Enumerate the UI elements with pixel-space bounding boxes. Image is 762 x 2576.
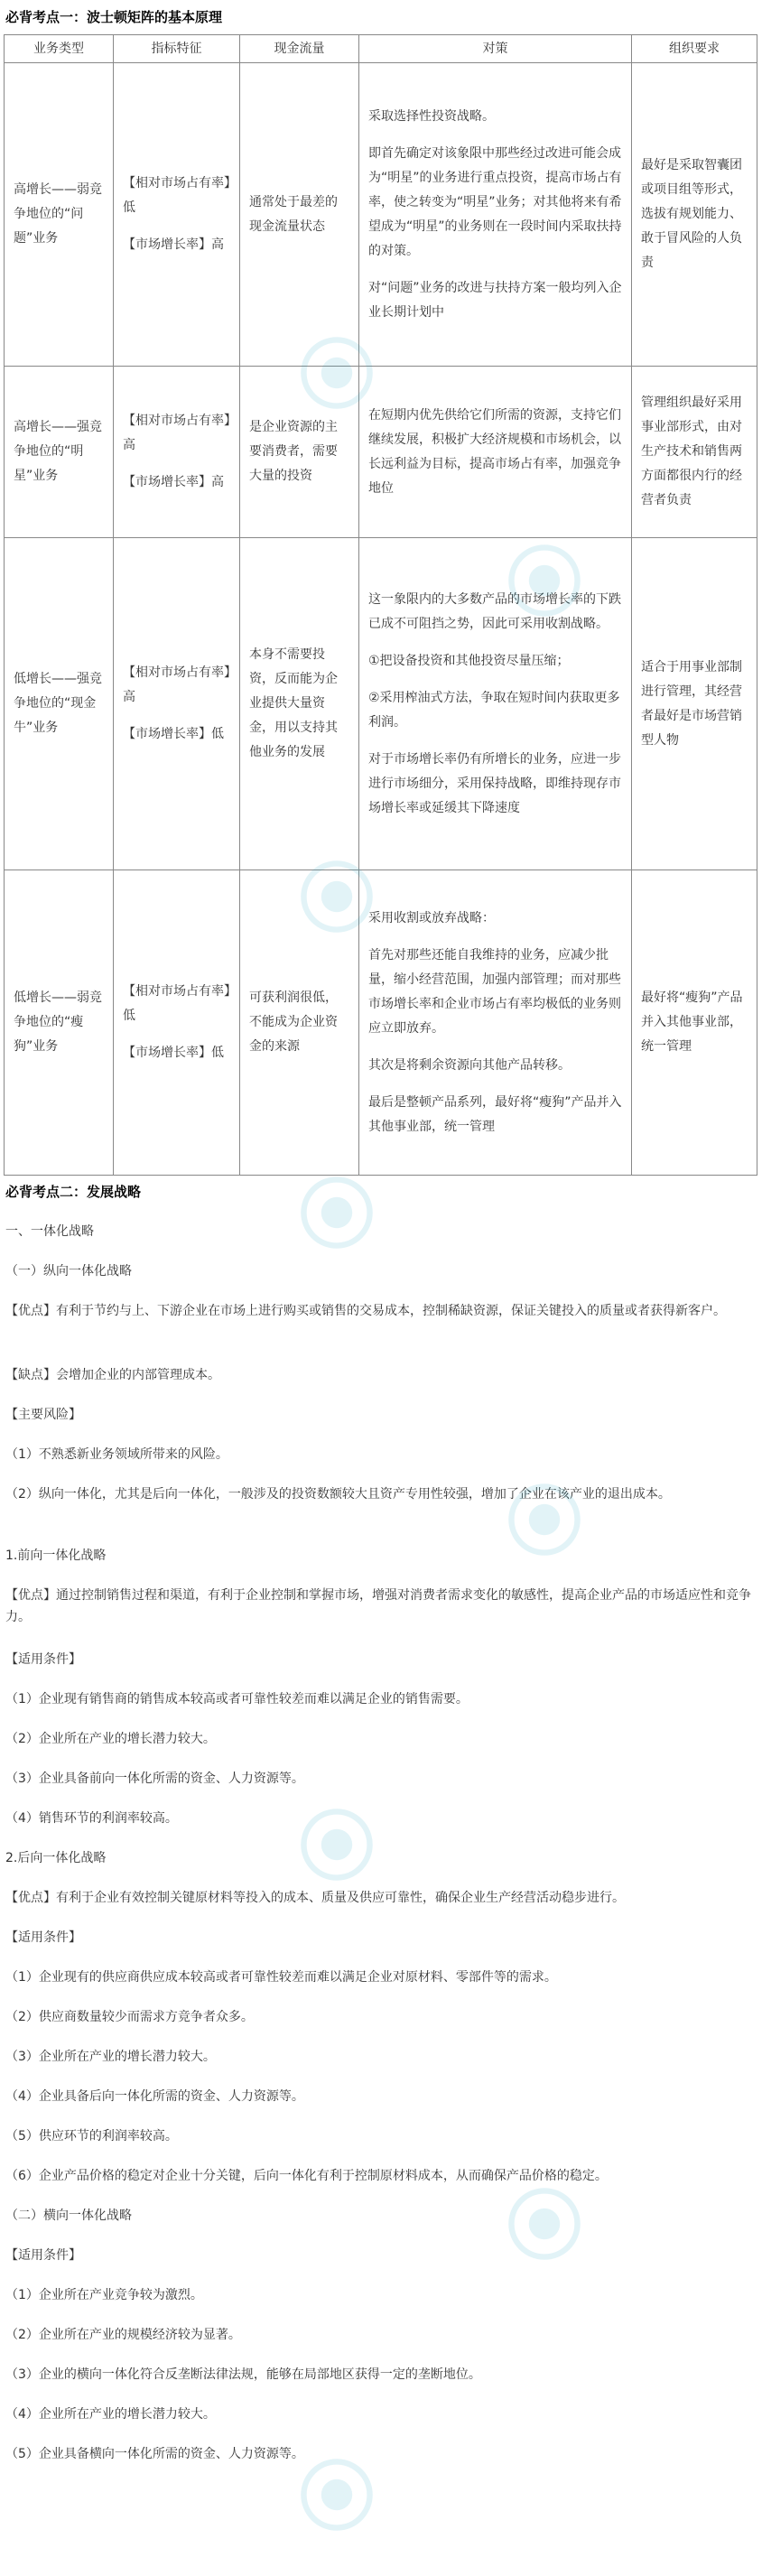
strategy-paragraph: 采取选择性投资战略。 [368,108,495,124]
header-org-requirements: 组织要求 [632,35,757,63]
list-item: （4）企业所在产业的增长潜力较大。 [5,2407,216,2422]
strategy-paragraph: 首先对那些还能自我维持的业务，应减少批量，缩小经营范围，加强内部管理；而对那些市场增长率和企业市场占有率均极低的业务则应立即放弃。 [368,947,621,1036]
indicator-share: 【相对市场占有率】低 [123,176,230,215]
label-heading: 【适用条件】 [5,1652,81,1667]
strategy-paragraph: 对于市场增长率仍有所增长的业务，应进一步进行市场细分，采用保持战略，即维持现存市场增长率或延缓其下降速度 [368,751,621,815]
cell-cash-flow: 本身不需要投资，反而能为企业提供大量资金，用以支持其他业务的发展 [240,538,359,870]
strategy-paragraph: 最后是整顿产品系列，最好将“瘦狗”产品并入其他事业部，统一管理 [368,1094,622,1134]
list-item: （1）企业现有的供应商供应成本较高或者可靠性较差而难以满足企业对原材料、零部件等的需求。 [5,1970,557,1985]
paragraph: 【优点】有利于企业有效控制关键原材料等投入的成本、质量及供应可靠性，确保企业生产经营活动稳步进行。 [5,1891,625,1905]
list-item: （2）企业所在产业的增长潜力较大。 [5,1732,216,1746]
list-item: （4）销售环节的利润率较高。 [5,1811,178,1826]
strategy-paragraph: 其次是将剩余资源向其他产品转移。 [368,1057,571,1073]
table-row-dog [5,870,757,1176]
section-title-development-strategy: 必背考点二：发展战略 [5,1184,142,1200]
section-title-boston-matrix: 必背考点一：波士顿矩阵的基本原理 [5,9,223,25]
paragraph: 【缺点】会增加企业的内部管理成本。 [5,1368,220,1382]
table-row-question-mark [5,63,757,367]
cell-indicators [114,367,240,538]
cell-indicators [114,538,240,870]
list-item: （1）企业现有销售商的销售成本较高或者可靠性较差而难以满足企业的销售需要。 [5,1692,469,1706]
sub-heading: 1.前向一体化战略 [5,1548,107,1563]
header-cash-flow: 现金流量 [240,35,359,63]
list-item: （5）供应环节的利润率较高。 [5,2129,178,2144]
strategy-paragraph: ②采用榨油式方法，争取在短时间内获取更多利润。 [368,690,620,730]
cell-strategy [359,870,632,1176]
strategy-paragraph: 对“问题”业务的改进与扶持方案一般均列入企业长期计划中 [368,280,622,320]
cell-indicators [114,870,240,1176]
paragraph: 【优点】有利于节约与上、下游企业在市场上进行购买或销售的交易成本，控制稀缺资源，保证关键投入的质量或者获得新客户。 [5,1304,726,1318]
cell-strategy [359,538,632,870]
indicator-growth: 【市场增长率】高 [123,475,224,489]
outline-heading: 一、一体化战略 [5,1224,94,1239]
indicator-share: 【相对市场占有率】高 [123,414,230,452]
indicator-share: 【相对市场占有率】高 [123,665,230,704]
strategy-paragraph: 在短期内优先供给它们所需的资源，支持它们继续发展，积极扩大经济规模和市场机会，以长远利益为目标，提高市场占有率，加强竞争地位 [368,407,621,496]
cell-org-requirements: 适合于用事业部制进行管理，其经营者最好是市场营销型人物 [632,538,757,870]
sub-heading: （二）横向一体化战略 [5,2209,132,2223]
indicator-share: 【相对市场占有率】低 [123,984,230,1023]
cell-cash-flow: 是企业资源的主要消费者，需要大量的投资 [240,367,359,538]
list-item: （3）企业具备前向一体化所需的资金、人力资源等。 [5,1772,304,1786]
cell-business-type: 高增长——弱竞争地位的“问题”业务 [5,63,114,367]
cell-business-type: 低增长——弱竞争地位的“瘦狗”业务 [5,870,114,1176]
cell-org-requirements: 管理组织最好采用事业部形式，由对生产技术和销售两方面都很内行的经营者负责 [632,367,757,538]
cell-business-type: 高增长——强竞争地位的“明星”业务 [5,367,114,538]
header-indicators: 指标特征 [114,35,240,63]
indicator-growth: 【市场增长率】低 [123,727,224,741]
list-item: （1）企业所在产业竞争较为激烈。 [5,2288,203,2302]
boston-matrix-table [4,34,757,1176]
sub-heading: 2.后向一体化战略 [5,1851,107,1865]
list-item: （2）供应商数量较少而需求方竞争者众多。 [5,2010,254,2024]
paragraph: 【优点】通过控制销售过程和渠道，有利于企业控制和掌握市场，增强对消费者需求变化的敏感性，提高企业产品的市场适应性和竞争力。 [5,1588,751,1624]
label-heading: 【适用条件】 [5,1930,81,1945]
table-row-cash-cow [5,538,757,870]
list-item: （5）企业具备横向一体化所需的资金、人力资源等。 [5,2447,304,2461]
cell-business-type: 低增长——强竞争地位的“现金牛”业务 [5,538,114,870]
list-item: （2）企业所在产业的规模经济较为显著。 [5,2328,241,2342]
cell-strategy [359,63,632,367]
list-item: （1）不熟悉新业务领域所带来的风险。 [5,1447,228,1462]
strategy-paragraph: 这一象限内的大多数产品的市场增长率的下跌已成不可阻挡之势，因此可采用收割战略。 [368,591,621,631]
header-business-type: 业务类型 [5,35,114,63]
indicator-growth: 【市场增长率】高 [123,237,224,252]
header-strategy: 对策 [359,35,632,63]
cell-cash-flow: 可获利润很低，不能成为企业资金的来源 [240,870,359,1176]
list-item: （4）企业具备后向一体化所需的资金、人力资源等。 [5,2089,304,2104]
cell-indicators [114,63,240,367]
strategy-paragraph: 采用收割或放弃战略： [368,910,495,925]
indicator-growth: 【市场增长率】低 [123,1046,224,1060]
cell-strategy [359,367,632,538]
label-heading: 【主要风险】 [5,1408,81,1422]
cell-org-requirements: 最好将“瘦狗”产品并入其他事业部，统一管理 [632,870,757,1176]
list-item: （6）企业产品价格的稳定对企业十分关键，后向一体化有利于控制原材料成本，从而确保产品价格的稳定。 [5,2169,608,2183]
list-item: （3）企业所在产业的增长潜力较大。 [5,2050,216,2064]
label-heading: 【适用条件】 [5,2248,81,2263]
table-row-star [5,367,757,538]
table-header-row [5,35,757,63]
sub-heading: （一）纵向一体化战略 [5,1264,132,1279]
strategy-paragraph: ①把设备投资和其他投资尽量压缩； [368,653,570,668]
strategy-paragraph: 即首先确定对该象限中那些经过改进可能会成为“明星”的业务进行重点投资，提高市场占有率，使之转变为“明星”业务；对其他将来有希望成为“明星”的业务则在一段时间内采取扶持的对策。 [368,145,622,258]
cell-org-requirements: 最好是采取智囊团或项目组等形式，选拔有规划能力、敢于冒风险的人负责 [632,63,757,367]
cell-cash-flow: 通常处于最差的现金流量状态 [240,63,359,367]
list-item: （3）企业的横向一体化符合反垄断法律法规，能够在局部地区获得一定的垄断地位。 [5,2367,481,2382]
list-item: （2）纵向一体化，尤其是后向一体化，一般涉及的投资数额较大且资产专用性较强，增加了企业在该产业的退出成本。 [5,1487,671,1502]
watermark-logo-icon [298,2456,376,2534]
